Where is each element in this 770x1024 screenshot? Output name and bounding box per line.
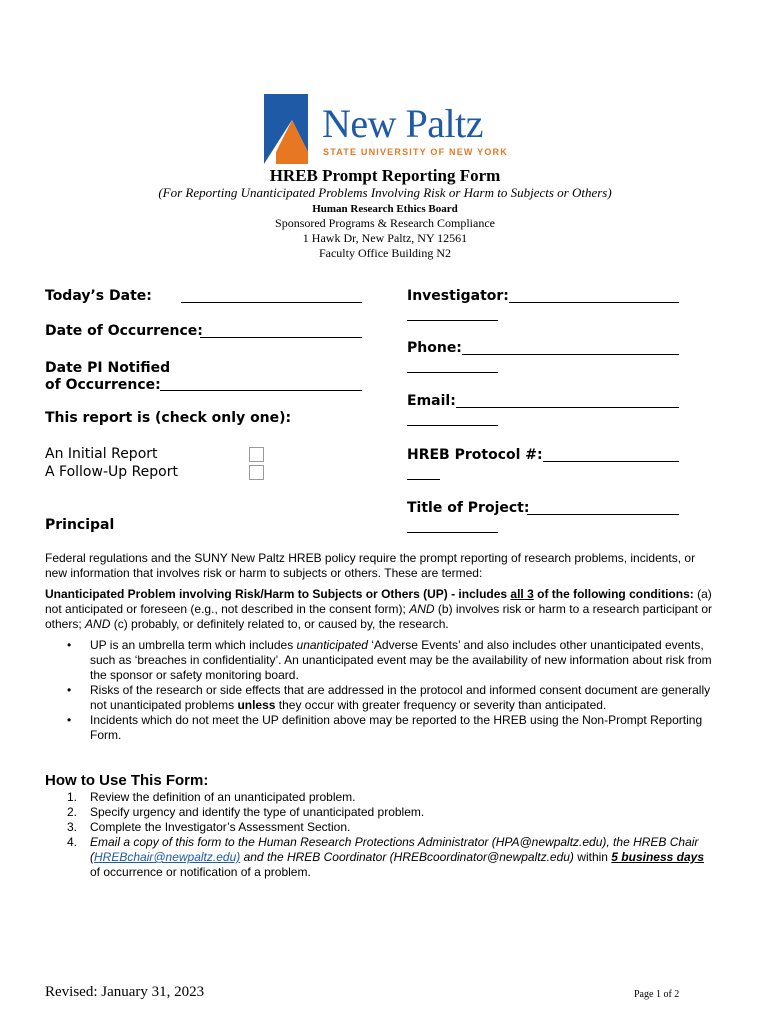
board-name: Human Research Ethics Board — [312, 203, 458, 215]
up-condition-c: (c) probably, or definitely related to, or caused by, the research. — [110, 617, 449, 631]
investigator-field-2[interactable] — [407, 320, 498, 321]
date-pi-notified-field[interactable] — [160, 390, 362, 391]
how-to-heading: How to Use This Form: — [45, 772, 209, 789]
up-definition-bold: Unanticipated Problem involving Risk/Harm to Subjects or Others (UP) - includes — [45, 587, 511, 601]
phone-field[interactable] — [462, 354, 679, 355]
step-3-text: Complete the Investigator’s Assessment Section. — [90, 820, 351, 834]
and-1: AND — [409, 602, 435, 616]
logo-mark-icon — [262, 92, 310, 164]
logo-subtitle: STATE UNIVERSITY OF NEW YORK — [323, 147, 508, 157]
investigator-label: Investigator: — [407, 288, 509, 304]
list-item — [45, 790, 717, 805]
list-item — [45, 820, 717, 835]
step-4-within: within — [573, 850, 612, 864]
logo-wordmark: New Paltz — [322, 101, 484, 146]
step-4-text-3: of occurrence or notification of a problem. — [90, 865, 311, 879]
page-number: Page 1 of 2 — [634, 989, 680, 1000]
intro-paragraph: Federal regulations and the SUNY New Paltz HREB policy require the prompt reporting of research problems, incidents, or new information that involves risk or harm to subjects or others. These are termed: — [45, 551, 696, 580]
up-condition-b: (b) involves risk or harm to a research participant or others; — [45, 602, 712, 631]
up-definition — [45, 587, 717, 632]
date-occurrence-field[interactable] — [200, 337, 362, 338]
step-4-deadline: 5 business days — [611, 850, 705, 864]
step-number: 1. — [67, 790, 78, 804]
investigator-field[interactable] — [509, 302, 679, 303]
bullet-icon: • — [67, 683, 72, 697]
step-4-text-2: and the HREB Coordinator (HREBcoordinator@newpaltz.edu) — [240, 850, 574, 864]
bullet-icon: • — [67, 638, 72, 652]
step-number: 3. — [67, 820, 78, 834]
how-to-list — [45, 790, 717, 880]
protocol-field-2[interactable] — [407, 479, 440, 480]
office-name: Sponsored Programs & Research Compliance — [275, 216, 495, 230]
followup-report-checkbox[interactable] — [249, 465, 264, 480]
up-all3: all 3 — [510, 587, 534, 601]
up-condition-a: (a) not anticipated or foreseen (e.g., not described in the consent form); — [45, 587, 712, 616]
bullet-2-text-2: they occur with greater frequency or severity than anticipated. — [275, 698, 607, 712]
step-2-text: Specify urgency and identify the type of unanticipated problem. — [90, 805, 425, 819]
step-number: 4. — [67, 835, 78, 849]
protocol-field[interactable] — [543, 461, 679, 462]
step-1-text: Review the definition of an unanticipated problem. — [90, 790, 356, 804]
date-pi-notified-label-2: of Occurrence: — [45, 377, 161, 393]
list-item — [45, 805, 717, 820]
hreb-chair-email-link[interactable]: HREBchair@newpaltz.edu) — [94, 850, 241, 864]
email-field[interactable] — [456, 407, 679, 408]
todays-date-label: Today’s Date: — [45, 288, 152, 304]
bullet-3-text: Incidents which do not meet the UP definition above may be reported to the HREB using the Non-Prompt Reporting Form. — [90, 713, 703, 742]
bullet-2-bold: unless — [237, 698, 276, 712]
project-title-field-2[interactable] — [407, 532, 498, 533]
step-4-text: Email a copy of this form to the Human Research Protections Administrator (HPA@newpaltz.edu), the HREB Chair ( — [90, 835, 699, 864]
initial-report-checkbox[interactable] — [249, 447, 264, 462]
bullet-1-text: UP is an umbrella term which includes — [90, 638, 297, 652]
up-definition-bold-2: of the following conditions: — [533, 587, 694, 601]
date-occurrence-label: Date of Occurrence: — [45, 323, 203, 339]
phone-field-2[interactable] — [407, 372, 498, 373]
office-address: 1 Hawk Dr, New Paltz, NY 12561 — [302, 231, 468, 245]
project-title-label: Title of Project: — [407, 500, 530, 516]
bullet-1-italic: unanticipated — [296, 638, 368, 652]
list-item — [45, 683, 717, 713]
protocol-label: HREB Protocol #: — [407, 447, 543, 463]
list-item — [45, 713, 717, 743]
email-field-2[interactable] — [407, 425, 498, 426]
list-item — [45, 638, 717, 683]
and-2: AND — [85, 617, 111, 631]
bullet-1-text-2: ‘Adverse Events’ and also includes other unanticipated events, such as ‘breaches in confidentiality’. An unanticipated event may be the availability of new information about risk from the sponsor or safety monitoring board. — [90, 638, 712, 682]
project-title-field[interactable] — [527, 514, 679, 515]
principal-label: Principal — [45, 517, 115, 533]
bullet-list — [45, 638, 717, 743]
bullet-2-text: Risks of the research or side effects that are addressed in the protocol and informed consent document are generally not unanticipated problems — [90, 683, 711, 712]
todays-date-field[interactable] — [181, 302, 362, 303]
email-label: Email: — [407, 393, 456, 409]
form-title: HREB Prompt Reporting Form — [269, 166, 501, 185]
revised-date: Revised: January 31, 2023 — [45, 984, 205, 1000]
initial-report-label: An Initial Report — [45, 446, 158, 462]
phone-label: Phone: — [407, 340, 462, 356]
bullet-icon: • — [67, 713, 72, 727]
date-pi-notified-label: Date PI Notified — [45, 360, 171, 376]
followup-report-label: A Follow-Up Report — [45, 464, 178, 480]
step-number: 2. — [67, 805, 78, 819]
office-building: Faculty Office Building N2 — [318, 246, 452, 260]
form-subtitle: (For Reporting Unanticipated Problems Involving Risk or Harm to Subjects or Others) — [158, 185, 612, 200]
list-item — [45, 835, 717, 880]
report-type-heading: This report is (check only one): — [45, 410, 292, 426]
